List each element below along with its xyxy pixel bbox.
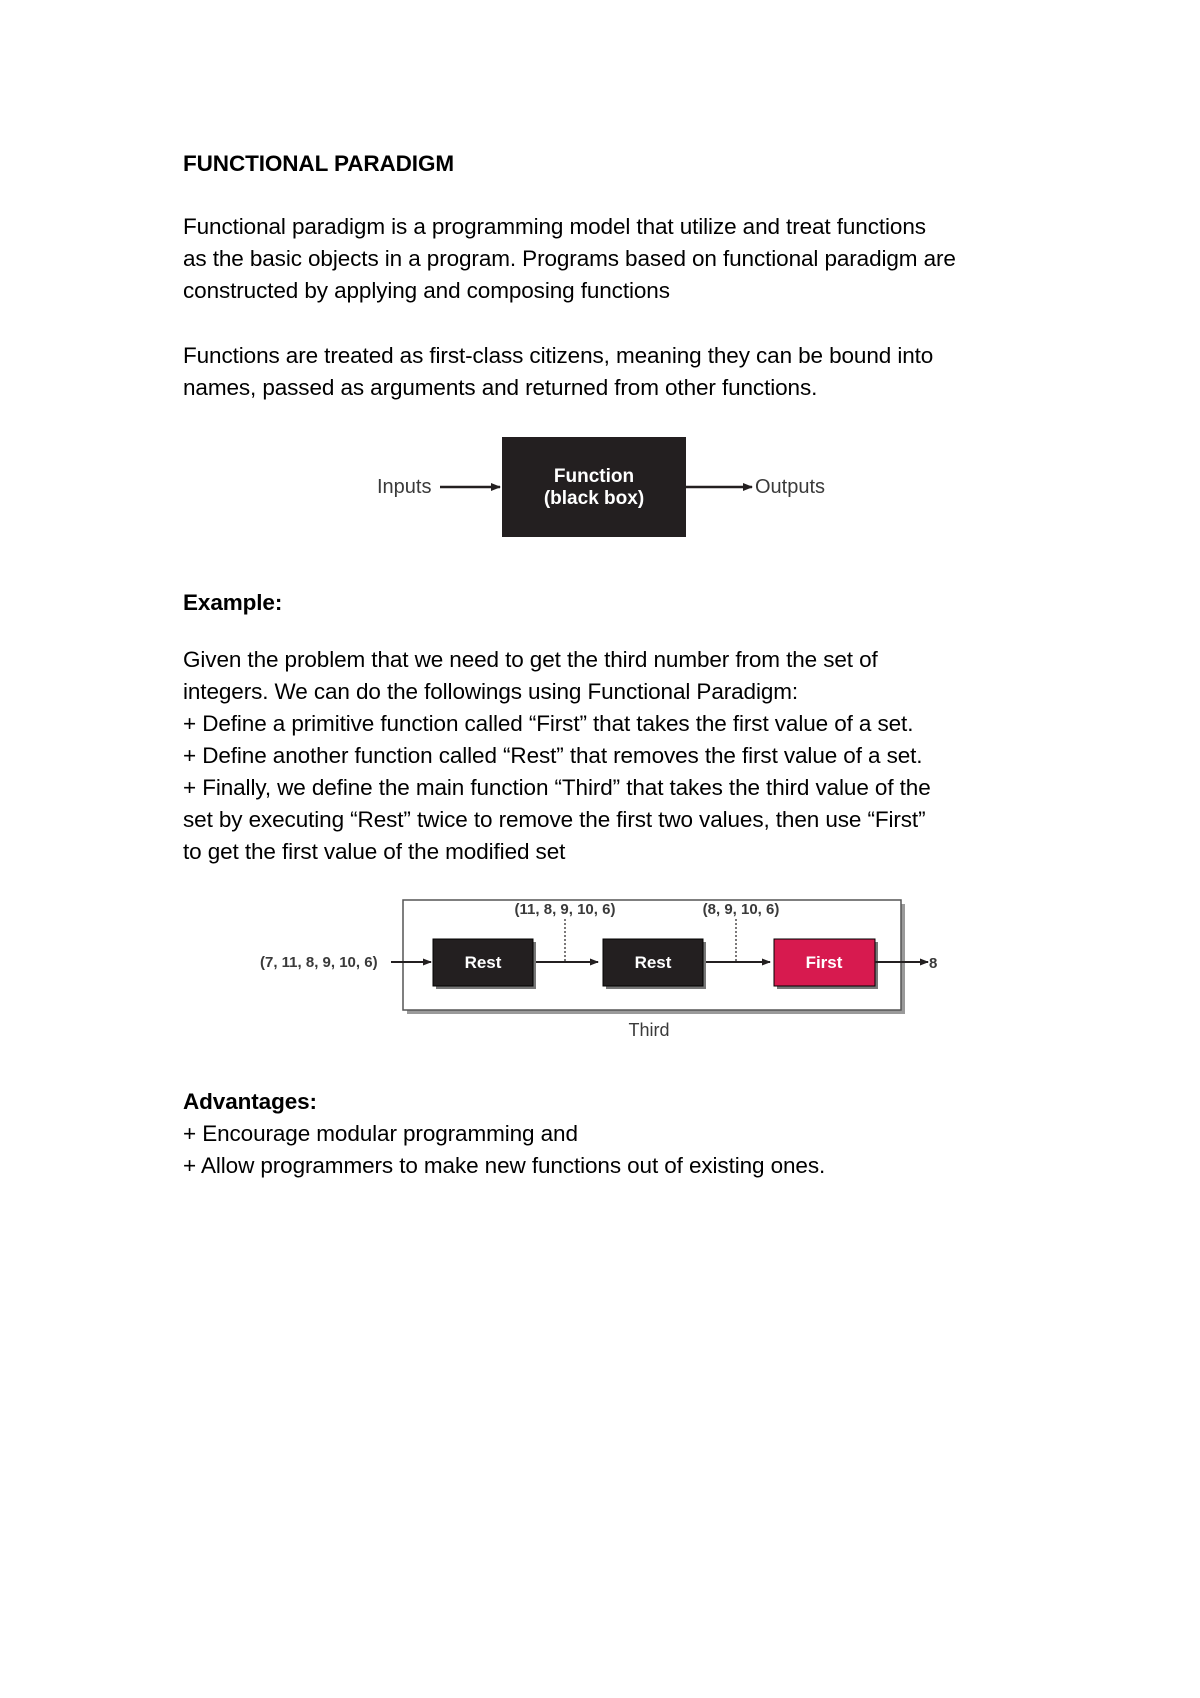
first-box-label: First — [805, 953, 843, 972]
output-value: 8 — [929, 955, 938, 972]
input-set-label: (7, 11, 8, 9, 10, 6) — [260, 954, 378, 971]
function-box-label: Function — [553, 466, 635, 487]
first-class-line: names, passed as arguments and returned from other functions. — [183, 375, 818, 400]
outputs-label: Outputs — [755, 476, 826, 498]
example-line: set by executing “Rest” twice to remove the first two values, then use “First” — [183, 807, 926, 832]
rest-box-2-label: Rest — [634, 953, 672, 972]
first-class-line: Functions are treated as first-class citizens, meaning they can be bound into — [183, 343, 934, 368]
example-line: + Define a primitive function called “First” that takes the first value of a set. — [183, 711, 914, 736]
example-line: Given the problem that we need to get the third number from the set of — [183, 647, 878, 672]
intro-line: constructed by applying and composing functions — [183, 278, 670, 303]
third-container-label: Third — [628, 1020, 670, 1040]
advantage-item: + Allow programmers to make new functions out of existing ones. — [183, 1153, 826, 1178]
function-box-sublabel: (black box) — [543, 488, 645, 509]
example-line: to get the first value of the modified set — [183, 839, 566, 864]
inputs-label: Inputs — [377, 476, 432, 498]
rest-box-1-label: Rest — [464, 953, 502, 972]
example-heading: Example: — [183, 590, 283, 615]
third-function-diagram — [255, 897, 945, 1047]
intro-line: as the basic objects in a program. Programs based on functional paradigm are — [183, 246, 956, 271]
example-line: integers. We can do the followings using Functional Paradigm: — [183, 679, 799, 704]
advantage-item: + Encourage modular programming and — [183, 1121, 578, 1146]
page-title: FUNCTIONAL PARADIGM — [183, 151, 455, 176]
intermediate-set-1-label: (11, 8, 9, 10, 6) — [514, 901, 616, 918]
function-black-box-diagram — [360, 430, 840, 545]
example-line: + Finally, we define the main function “Third” that takes the third value of the — [183, 775, 931, 800]
intermediate-set-2-label: (8, 9, 10, 6) — [702, 901, 780, 918]
advantages-heading: Advantages: — [183, 1089, 317, 1114]
intro-line: Functional paradigm is a programming model that utilize and treat functions — [183, 214, 926, 239]
example-line: + Define another function called “Rest” that removes the first value of a set. — [183, 743, 923, 768]
function-box — [502, 437, 686, 537]
